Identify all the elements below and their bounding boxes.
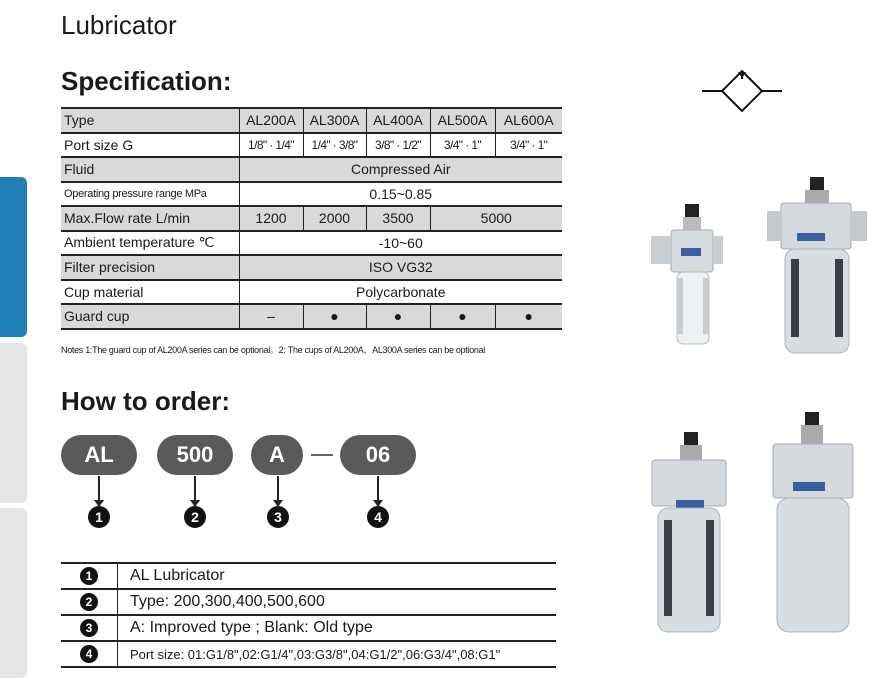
cup-label: Cup material [61,280,239,305]
legend-text: A: Improved type ; Blank: Old type [130,619,373,636]
lubricator-symbol-icon [700,66,784,116]
port-cell: 3/8" · 1/2" [366,133,430,158]
lubricator-medium-image [765,175,875,360]
guard-cell: ● [366,304,430,329]
table-row [61,133,562,158]
table-row [61,280,562,305]
cup-value: Polycarbonate [239,280,562,305]
number-badge: 2 [184,506,206,528]
code-version: A [251,435,303,475]
table-row [61,563,556,589]
number-badge: 3 [80,619,98,637]
legend-text: Port size: 01:G1/8",02:G1/4",03:G3/8",04:G1/2",06:G3/4",08:G1" [130,646,501,662]
number-badge: 4 [367,506,389,528]
fluid-label: Fluid [61,157,239,182]
side-tab-active[interactable] [0,177,27,337]
port-cell: 1/4" · 3/8" [303,133,366,158]
number-badge: 3 [267,506,289,528]
filter-value: ISO VG32 [239,255,562,280]
number-badge: 1 [88,506,110,528]
table-row [61,641,556,667]
guard-cell: ● [303,304,366,329]
table-row [61,182,562,207]
order-heading: How to order: [61,386,230,416]
port-cell: 3/4" · 1" [430,133,495,158]
order-legend-table [61,562,556,668]
model-cell: AL600A [495,108,562,133]
code-type: 500 [157,435,233,475]
ambient-label: Ambient temperature ℃ [61,231,239,256]
side-tab[interactable] [0,508,27,678]
table-row [61,157,562,182]
number-badge: 2 [80,593,98,611]
legend-text: AL Lubricator [130,567,225,584]
spec-notes: Notes 1:The guard cup of AL200A series can be optional。2: The cups of AL200A、AL300A series can be optional [61,345,486,355]
model-cell: AL300A [303,108,366,133]
model-cell: AL200A [239,108,303,133]
specification-table [61,107,562,330]
lubricator-xlarge-image [765,410,860,640]
fluid-value: Compressed Air [239,157,562,182]
type-label: Type [61,108,239,133]
guard-cell: ● [495,304,562,329]
lubricator-large-image [648,430,730,638]
guard-cell: ● [430,304,495,329]
port-cell: 3/4" · 1" [495,133,562,158]
side-tab[interactable] [0,343,27,503]
number-badge: 4 [80,645,98,663]
code-port: 06 [340,435,416,475]
ambient-value: -10~60 [239,231,562,256]
port-cell: 1/8" · 1/4" [239,133,303,158]
code-series: AL [61,435,137,475]
filter-label: Filter precision [61,255,239,280]
guard-label: Guard cup [61,304,239,329]
flow-cell: 1200 [239,206,303,231]
flow-cell: 3500 [366,206,430,231]
pressure-label: Operating pressure range MPa [61,182,239,207]
table-row [61,589,556,615]
table-row [61,231,562,256]
flow-label: Max.Flow rate L/min [61,206,239,231]
flow-cell: 5000 [430,206,562,231]
table-row [61,304,562,329]
number-badge: 1 [80,567,98,585]
model-cell: AL500A [430,108,495,133]
legend-text: Type: 200,300,400,500,600 [130,593,325,610]
lubricator-small-image [645,200,725,352]
port-label: Port size G [61,133,239,158]
flow-cell: 2000 [303,206,366,231]
code-separator [311,454,333,456]
table-row [61,206,562,231]
guard-cell: – [239,304,303,329]
table-row [61,108,562,133]
table-row [61,615,556,641]
table-row [61,255,562,280]
page-title: Lubricator [61,10,177,40]
pressure-value: 0.15~0.85 [239,182,562,207]
specification-heading: Specification: [61,66,232,96]
model-cell: AL400A [366,108,430,133]
